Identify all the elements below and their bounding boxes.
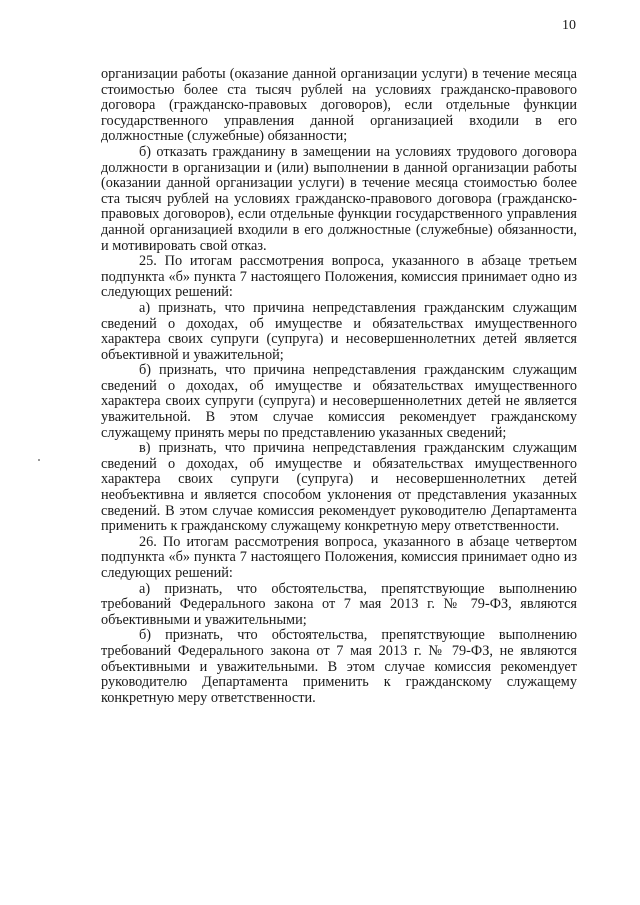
paragraph-26a: а) признать, что обстоятельства, препятствующие выполнению требований Федерального закона от 7 мая 2013 г. № 79-ФЗ, являются объективными и уважительными;	[101, 580, 577, 628]
paragraph-26: 26. По итогам рассмотрения вопроса, указанного в абзаце четвертом подпункта «б» пункта 7 настоящего Положения, комиссия принимает одно из следующих решений:	[101, 533, 577, 581]
scan-speck	[38, 459, 40, 461]
paragraph-25a: а) признать, что причина непредставления гражданским служащим сведений о доходах, об имуществе и обязательствах имущественного характера своих супруги (супруга) и несовершеннолетних детей является объективной и уважительной;	[101, 299, 577, 363]
paragraph-25: 25. По итогам рассмотрения вопроса, указанного в абзаце третьем подпункта «б» пункта 7 настоящего Положения, комиссия принимает одно из следующих решений:	[101, 253, 577, 301]
paragraph-26b: б) признать, что обстоятельства, препятствующие выполнению требований Федерального закона от 7 мая 2013 г. № 79-ФЗ, не являются объективными и уважительными. В этом случае комиссия рекомендует руководителю Департамента применить к гражданскому служащему конкретную меру ответственности.	[101, 627, 577, 706]
page-number: 10	[562, 18, 576, 33]
paragraph-25b: б) признать, что причина непредставления гражданским служащим сведений о доходах, об имуществе и обязательствах имущественного характера своих супруги (супруга) и несовершеннолетних детей не является уважительной. В этом случае комиссия рекомендует гражданскому служащему принять меры по представлению указанных сведений;	[101, 362, 577, 441]
paragraph-continuation: организации работы (оказание данной организации услуги) в течение месяца стоимостью более ста тысяч рублей на условиях гражданско-правового договора (гражданско-правовых договоров), если отдельные функции государственного управления данной организацией входили в его должностные (служебные) обязанности;	[101, 66, 577, 145]
document-body	[101, 67, 577, 706]
paragraph-25c: в) признать, что причина непредставления гражданским служащим сведений о доходах, об имуществе и обязательствах имущественного характера своих супруги (супруга) и несовершеннолетних детей необъективна и является способом уклонения от представления указанных сведений. В этом случае комиссия рекомендует руководителю Департамента применить к гражданскому служащему конкретную меру ответственности.	[101, 440, 577, 535]
paragraph-24b: б) отказать гражданину в замещении на условиях трудового договора должности в организации и (или) выполнении в данной организации работы (оказании данной организации услуги) в течение месяца стоимостью более ста тысяч рублей на условиях гражданско-правового договора (гражданско-правовых договоров), если отдельные функции государственного управления данной организацией входили в его должностные (служебные) обязанности, и мотивировать свой отказ.	[101, 143, 577, 254]
